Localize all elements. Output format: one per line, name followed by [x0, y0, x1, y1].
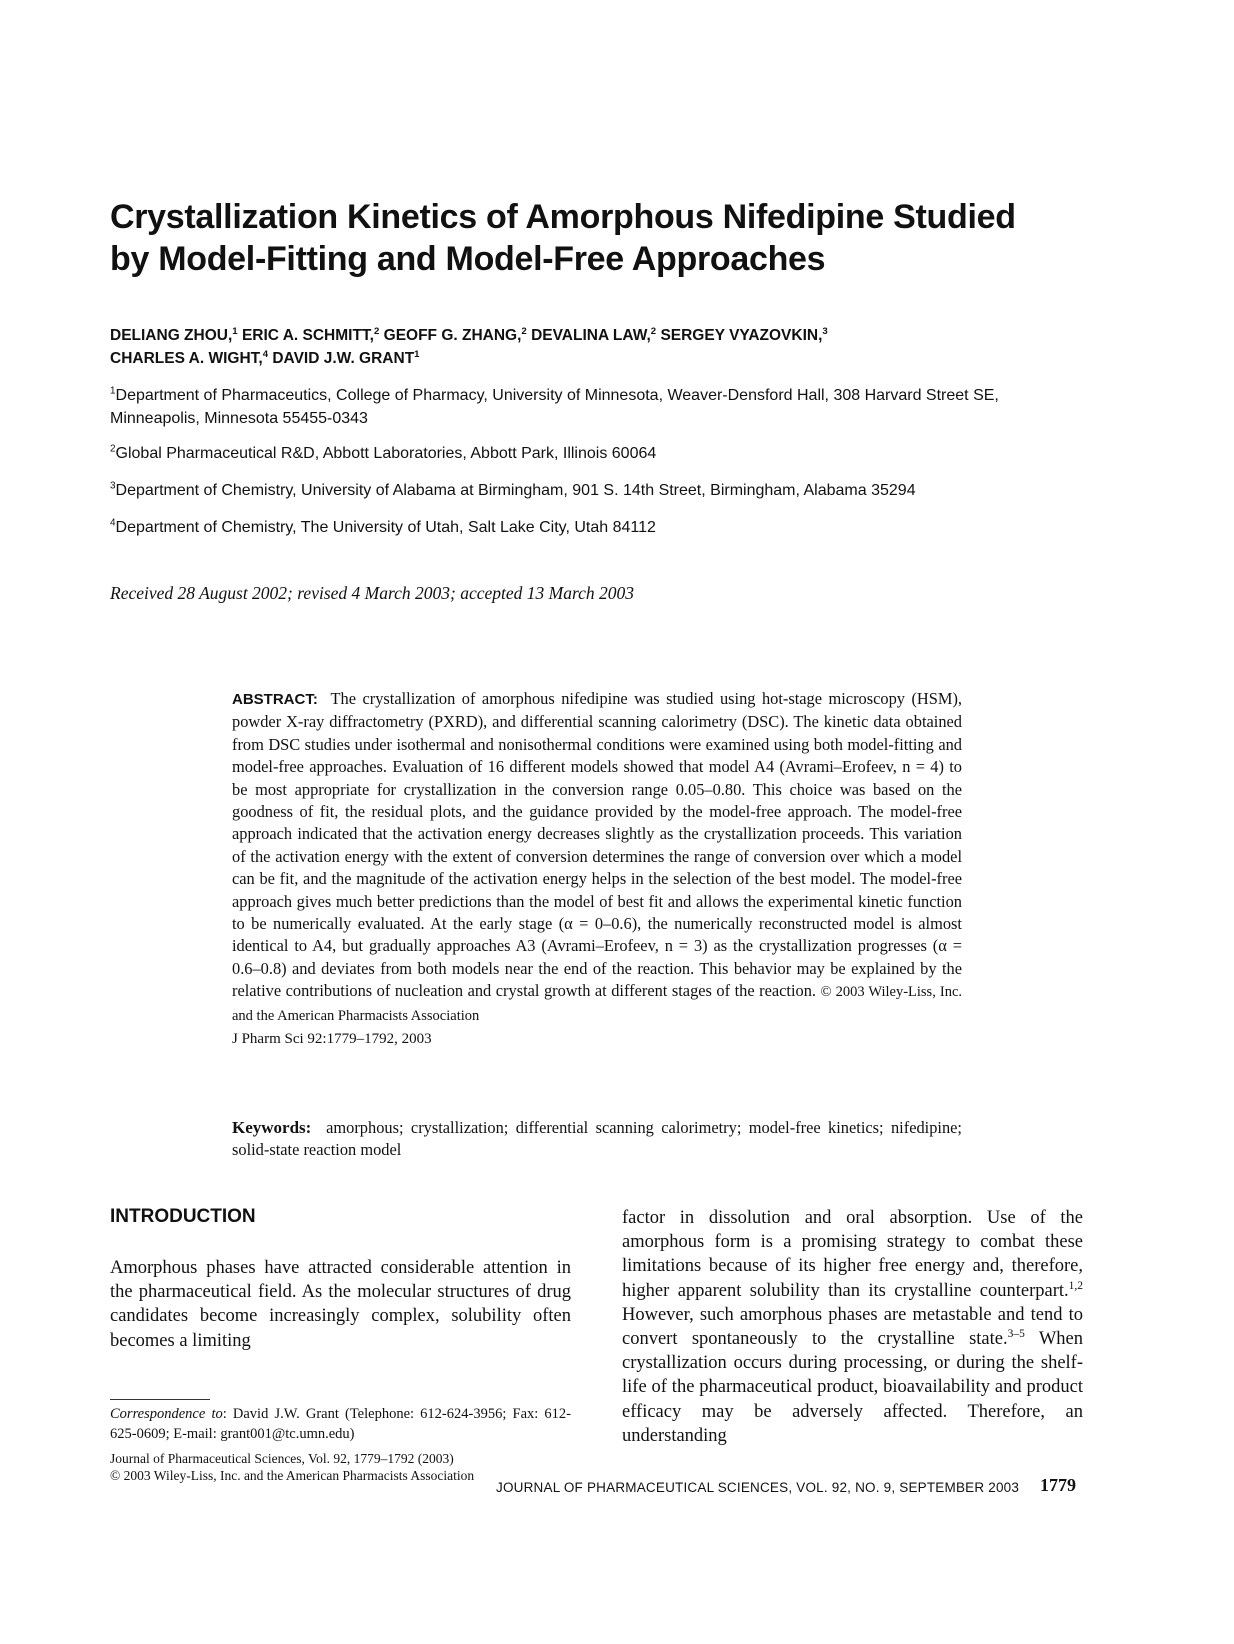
affiliation-3	[110, 479, 1130, 502]
affiliation-1	[110, 384, 1130, 430]
affiliation-text: Department of Pharmaceutics, College of Pharmacy, University of Minnesota, Weaver-Densford Hall, 308 Harvard Street SE,	[115, 387, 999, 404]
footnote-divider	[110, 1399, 210, 1400]
correspondence-footnote	[110, 1404, 571, 1444]
body-text: factor in dissolution and oral absorption. Use of the amorphous form is a promising strategy to combat these limitations because of its higher free energy and, therefore, higher apparent solubility than its crystalline counterpart.	[622, 1208, 1083, 1301]
body-text: However, such amorphous phases are metastable and tend to convert spontaneously to the crystalline state.	[622, 1304, 1083, 1350]
affiliation-mark: 2	[110, 443, 116, 455]
affiliation-text: Department of Chemistry, University of Alabama at Birmingham, 901 S. 14th Street, Birmingham, Alabama 35294	[115, 482, 916, 499]
abstract-copyright: © 2003 Wiley-Liss, Inc. and the American Pharmacists Association	[232, 984, 963, 1024]
affiliation-mark: 4	[110, 517, 116, 529]
affiliation-mark: 3	[110, 480, 116, 492]
author-affiliation-mark: 2	[650, 325, 657, 337]
affiliation-4	[110, 516, 1130, 539]
affiliation-mark: 1	[110, 385, 116, 397]
author-name: DAVID J.W. GRANT	[272, 350, 415, 367]
affiliation-text: Department of Chemistry, The University of Utah, Salt Lake City, Utah 84112	[115, 519, 656, 536]
author-list	[110, 324, 1120, 370]
affiliation-text: Global Pharmaceutical R&D, Abbott Laboratories, Abbott Park, Illinois 60064	[115, 445, 657, 462]
abstract	[232, 688, 962, 1051]
correspondence-label: Correspondence to	[110, 1406, 223, 1422]
author-affiliation-mark: 1	[414, 348, 420, 360]
keywords-label: Keywords:	[232, 1118, 312, 1137]
author-name: SERGEY VYAZOVKIN,	[660, 327, 823, 344]
author-affiliation-mark: 1	[232, 325, 238, 337]
introduction-column-1: Amorphous phases have attracted considerable attention in the pharmaceutical field. As the molecular structures of drug candidates become increasingly complex, solubility often becomes a limiting	[110, 1258, 571, 1351]
abstract-citation: J Pharm Sci 92:1779–1792, 2003	[232, 1031, 432, 1048]
abstract-label: ABSTRACT:	[232, 691, 318, 708]
author-name: GEOFF G. ZHANG,	[383, 327, 522, 344]
journal-footnote	[110, 1450, 580, 1484]
author-name: CHARLES A. WIGHT,	[110, 350, 263, 367]
received-dates: Received 28 August 2002; revised 4 March 2003; accepted 13 March 2003	[110, 583, 635, 603]
author-affiliation-mark: 4	[262, 348, 269, 360]
citation-ref: 3–5	[1007, 1327, 1025, 1340]
author-affiliation-mark: 2	[521, 325, 527, 337]
author-affiliation-mark: 2	[373, 325, 380, 337]
correspondence-text: : David J.W. Grant (Telephone: 612-624-3956; Fax: 612-625-0609; E-mail: grant001@tc.umn.edu)	[110, 1406, 571, 1442]
section-heading-introduction: INTRODUCTION	[110, 1206, 256, 1227]
running-footer: JOURNAL OF PHARMACEUTICAL SCIENCES, VOL. 92, NO. 9, SEPTEMBER 2003	[496, 1480, 1020, 1495]
author-name: DELIANG ZHOU,	[110, 327, 233, 344]
journal-line: Journal of Pharmaceutical Sciences, Vol. 92, 1779–1792 (2003)	[110, 1451, 454, 1466]
citation-ref: 1,2	[1068, 1279, 1083, 1292]
affiliation-2	[110, 442, 1130, 465]
author-name: DEVALINA LAW,	[531, 327, 651, 344]
abstract-text: The crystallization of amorphous nifedipine was studied using hot-stage microscopy (HSM), powder X-ray diffractometry (PXRD), and differential scanning calorimetry (DSC). The kinetic data obtained from DSC studies under isothermal and nonisothermal conditions were examined using both model-fitting and model-free approaches. Evaluation of 16 different models showed that model A4 (Avrami–Erofeev, n = 4) to be most appropriate for crystallization in the conversion range 0.05–0.80. This choice was based on the goodness of fit, the residual plots, and the guidance provided by the model-free approach. The model-free approach indicated that the activation energy decreases slightly as the crystallization proceeds. This variation of the activation energy with the extent of conversion determines the range of conversion over which a model can be fit, and the magnitude of the activation energy helps in the selection of the best model. The model-free approach gives much better predictions than the model of best fit and allows the experimental kinetic function to be numerically evaluated. At the early stage (α = 0–0.6), the numerically reconstructed model is almost identical to A4, but gradually approaches A3 (Avrami–Erofeev, n = 3) as the crystallization progresses (α = 0.6–0.8) and deviates from both models near the end of the reaction. This behavior may be explained by the relative contributions of nucleation and crystal growth at different stages of the reaction.	[232, 689, 962, 1001]
affiliation-text-cont: Minneapolis, Minnesota 55455-0343	[110, 410, 368, 427]
title-line-2: by Model-Fitting and Model-Free Approaches	[110, 240, 826, 278]
keywords-text: amorphous; crystallization; differential scanning calorimetry; model-free kinetics; nifedipine; solid-state reaction model	[232, 1118, 962, 1160]
author-name: ERIC A. SCHMITT,	[241, 327, 374, 344]
author-affiliation-mark: 3	[822, 325, 828, 337]
copyright-line: © 2003 Wiley-Liss, Inc. and the American Pharmacists Association	[110, 1468, 475, 1483]
page-number: 1779	[1040, 1475, 1076, 1495]
body-text: When crystallization occurs during processing, or during the shelf-life of the pharmaceutical product, bioavailability and product efficacy may be adversely affected. Therefore, an understanding	[622, 1329, 1083, 1446]
keywords	[232, 1117, 962, 1162]
title-line-1: Crystallization Kinetics of Amorphous Nifedipine Studied	[110, 198, 1016, 236]
article-title	[110, 196, 1110, 280]
introduction-column-2	[622, 1206, 1083, 1448]
